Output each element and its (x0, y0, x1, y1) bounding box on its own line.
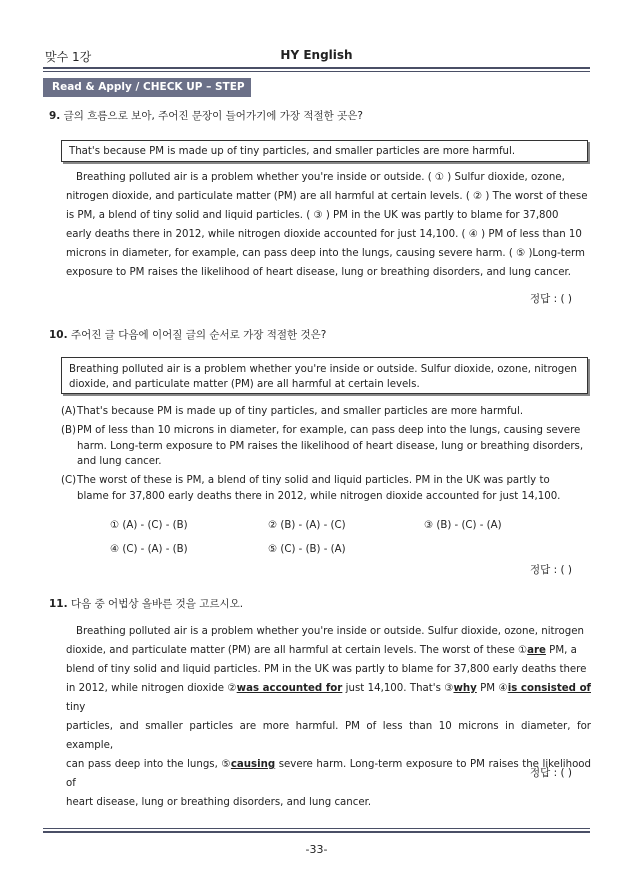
q11-text: PM ④ (476, 683, 508, 694)
q9-passage (66, 168, 591, 282)
q11-line: particles, and smaller particles are more harmful. PM of less than 10 microns in diameter, for example, (66, 721, 591, 751)
q11-answer-blank[interactable]: 정답 : ( ) (530, 767, 573, 779)
q11-underline-1[interactable]: are (527, 645, 546, 656)
q10-item-label: (A) (61, 406, 76, 417)
q9-line: microns in diameter, for example, can pass deep into the lungs, causing severe harm. ( ⑤ )Long-term (66, 248, 585, 259)
header-rule-thin (43, 71, 590, 72)
q9-line: is PM, a blend of tiny solid and liquid particles. ( ③ ) PM in the UK was partly to blame for 37,800 (66, 210, 559, 221)
q10-choice-1[interactable]: ① (A) - (C) - (B) (110, 520, 188, 531)
q9-answer-blank[interactable]: 정답 : ( ) (530, 293, 573, 305)
q11-number: 11. (49, 598, 68, 610)
q9-given-sentence-box (61, 140, 588, 162)
q11-passage (66, 622, 591, 812)
q9-line: nitrogen dioxide, and particulate matter (PM) are all harmful at certain levels. ( ② ) The worst of these (66, 191, 588, 202)
q10-item-line: blame for 37,800 early deaths there in 2012, while nitrogen dioxide accounted for just 14,100. (77, 490, 561, 502)
header-rule (43, 67, 590, 69)
q10-item-line: PM of less than 10 microns in diameter, for example, can pass deep into the lungs, causing severe (77, 425, 581, 436)
q11-line: blend of tiny solid and liquid particles. PM in the UK was partly to blame for 37,800 early deaths there (66, 664, 587, 675)
q10-item-c (61, 473, 589, 504)
q10-item-label: (B) (61, 425, 76, 436)
q11-prompt: 다음 중 어법상 올바른 것을 고르시오. (70, 598, 244, 610)
q10-answer-blank[interactable]: 정답 : ( ) (530, 564, 573, 576)
q10-given-line: dioxide, and particulate matter (PM) are all harmful at certain levels. (69, 379, 420, 390)
q11-underline-4[interactable]: is consisted of (507, 683, 591, 694)
q11-text: severe harm. Long-term exposure to PM raises the likelihood of (66, 759, 591, 789)
q10-item-line: harm. Long-term exposure to PM raises the likelihood of heart disease, lung or breathing disorders, (77, 440, 584, 452)
q11-text: tiny (66, 702, 86, 713)
q9-line: Breathing polluted air is a problem whether you're inside or outside. ( ① ) Sulfur dioxide, ozone, (76, 172, 565, 183)
q11-line (66, 755, 591, 793)
q9-number: 9. (49, 110, 61, 122)
q10-item-line: The worst of these is PM, a blend of tiny solid and liquid particles. PM in the UK was partly to (77, 475, 550, 486)
header-title: HY English (280, 48, 353, 62)
q11-text: just 14,100. That's ③ (342, 683, 454, 694)
q9-given-sentence: That's because PM is made up of tiny particles, and smaller particles are more harmful. (69, 146, 516, 157)
q9-prompt: 글의 흐름으로 보아, 주어진 문장이 들어가기에 가장 적절한 곳은? (63, 110, 363, 122)
q11-line: heart disease, lung or breathing disorders, and lung cancer. (66, 797, 372, 808)
page-number: -33- (305, 843, 328, 856)
q9-line: early deaths there in 2012, while nitrogen dioxide accounted for just 14,100. ( ④ ) PM of less than 10 (66, 229, 582, 240)
q11-text: dioxide, and particulate matter (PM) are all harmful at certain levels. The worst of these ① (66, 645, 528, 656)
q11-heading (49, 596, 243, 611)
q10-item-a (61, 404, 589, 420)
q10-given-line: Breathing polluted air is a problem whether you're inside or outside. Sulfur dioxide, ozone, nitrogen (69, 364, 577, 375)
footer-rule (43, 831, 590, 833)
q10-choice-5[interactable]: ⑤ (C) - (B) - (A) (268, 544, 346, 555)
q10-item-line: That's because PM is made up of tiny particles, and smaller particles are more harmful. (77, 406, 524, 417)
footer-rule-thin (43, 828, 590, 829)
q10-number: 10. (49, 329, 68, 341)
q11-line: Breathing polluted air is a problem whether you're inside or outside. Sulfur dioxide, ozone, nitrogen (76, 626, 584, 637)
q11-text: can pass deep into the lungs, ⑤ (66, 759, 231, 770)
q11-text: PM, a (545, 645, 577, 656)
q11-text: in 2012, while nitrogen dioxide ② (66, 683, 237, 694)
q9-line: exposure to PM raises the likelihood of heart disease, lung or breathing disorders, and lung cancer. (66, 267, 571, 278)
q10-heading (49, 327, 326, 342)
q10-item-b (61, 423, 589, 470)
q10-choice-2[interactable]: ② (B) - (A) - (C) (268, 520, 346, 531)
q11-underline-5[interactable]: causing (230, 759, 276, 770)
q10-given-text-box (61, 357, 588, 394)
q11-underline-2[interactable]: was accounted for (236, 683, 343, 694)
q11-line (66, 679, 591, 717)
q10-choice-3[interactable]: ③ (B) - (C) - (A) (424, 520, 502, 531)
header-left: 맞수 1강 (45, 50, 92, 64)
section-banner: Read & Apply / CHECK UP – STEP 1 (43, 78, 251, 97)
q11-underline-3[interactable]: why (453, 683, 477, 694)
q10-item-line: and lung cancer. (77, 456, 162, 467)
q10-choice-4[interactable]: ④ (C) - (A) - (B) (110, 544, 188, 555)
q11-line (66, 641, 591, 660)
q9-heading (49, 108, 363, 123)
q10-item-label: (C) (61, 475, 77, 486)
q10-prompt: 주어진 글 다음에 이어질 글의 순서로 가장 적절한 것은? (70, 329, 327, 341)
